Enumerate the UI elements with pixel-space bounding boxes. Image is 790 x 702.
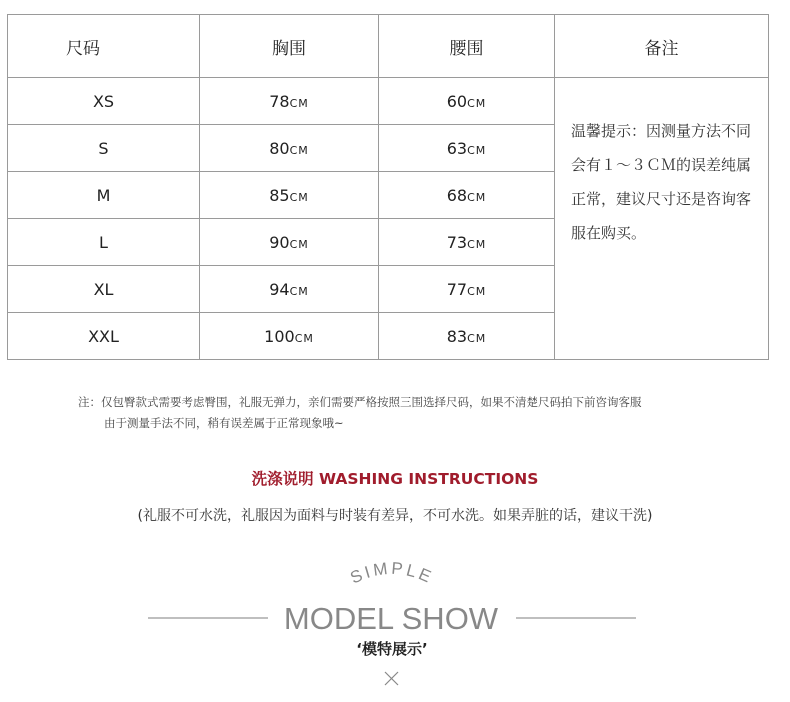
chest-cell: 90CM xyxy=(200,219,379,266)
size-chart-table xyxy=(7,14,769,360)
header-size: 尺码 xyxy=(8,15,200,78)
waist-cell: 60CM xyxy=(379,78,555,125)
waist-cell: 77CM xyxy=(379,266,555,313)
header-waist: 腰围 xyxy=(379,15,555,78)
waist-cell: 68CM xyxy=(379,172,555,219)
size-cell: S xyxy=(8,125,200,172)
chest-cell: 100CM xyxy=(200,313,379,360)
chest-cell: 80CM xyxy=(200,125,379,172)
close-x-icon xyxy=(385,672,398,685)
footnote-line-2: 由于测量手法不同，稍有误差属于正常现象哦~ xyxy=(104,416,344,430)
size-cell: L xyxy=(8,219,200,266)
waist-cell: 63CM xyxy=(379,125,555,172)
model-show-subtitle: ‘模特展示’ xyxy=(356,640,428,658)
chest-cell: 78CM xyxy=(200,78,379,125)
header-chest: 胸围 xyxy=(200,15,379,78)
table-header-row xyxy=(8,15,769,78)
table-row xyxy=(8,78,769,125)
model-show-graphic xyxy=(0,555,790,695)
size-cell: M xyxy=(8,172,200,219)
note-cell: 温馨提示：因测量方法不同会有１～３ＣＭ的误差纯属正常，建议尺寸还是咨询客服在购买。 xyxy=(555,78,769,360)
simple-arc-text: SIMPLE xyxy=(347,558,437,588)
header-note: 备注 xyxy=(555,15,769,78)
chest-cell: 94CM xyxy=(200,266,379,313)
chest-cell: 85CM xyxy=(200,172,379,219)
washing-title: 洗涤说明 WASHING INSTRUCTIONS xyxy=(251,470,539,488)
size-cell: XL xyxy=(8,266,200,313)
waist-cell: 83CM xyxy=(379,313,555,360)
washing-text: (礼服不可水洗，礼服因为面料与时装有差异，不可水洗。如果弄脏的话，建议干洗) xyxy=(137,508,653,524)
size-footnote xyxy=(78,392,758,434)
size-cell: XS xyxy=(8,78,200,125)
footnote-line-1: 注：仅包臀款式需要考虑臀围，礼服无弹力，亲们需要严格按照三围选择尺码，如果不清楚尺码拍下前咨询客服 xyxy=(78,395,642,409)
size-cell: XXL xyxy=(8,313,200,360)
model-show-section xyxy=(0,555,790,695)
waist-cell: 73CM xyxy=(379,219,555,266)
model-show-title: MODEL SHOW xyxy=(283,601,499,636)
